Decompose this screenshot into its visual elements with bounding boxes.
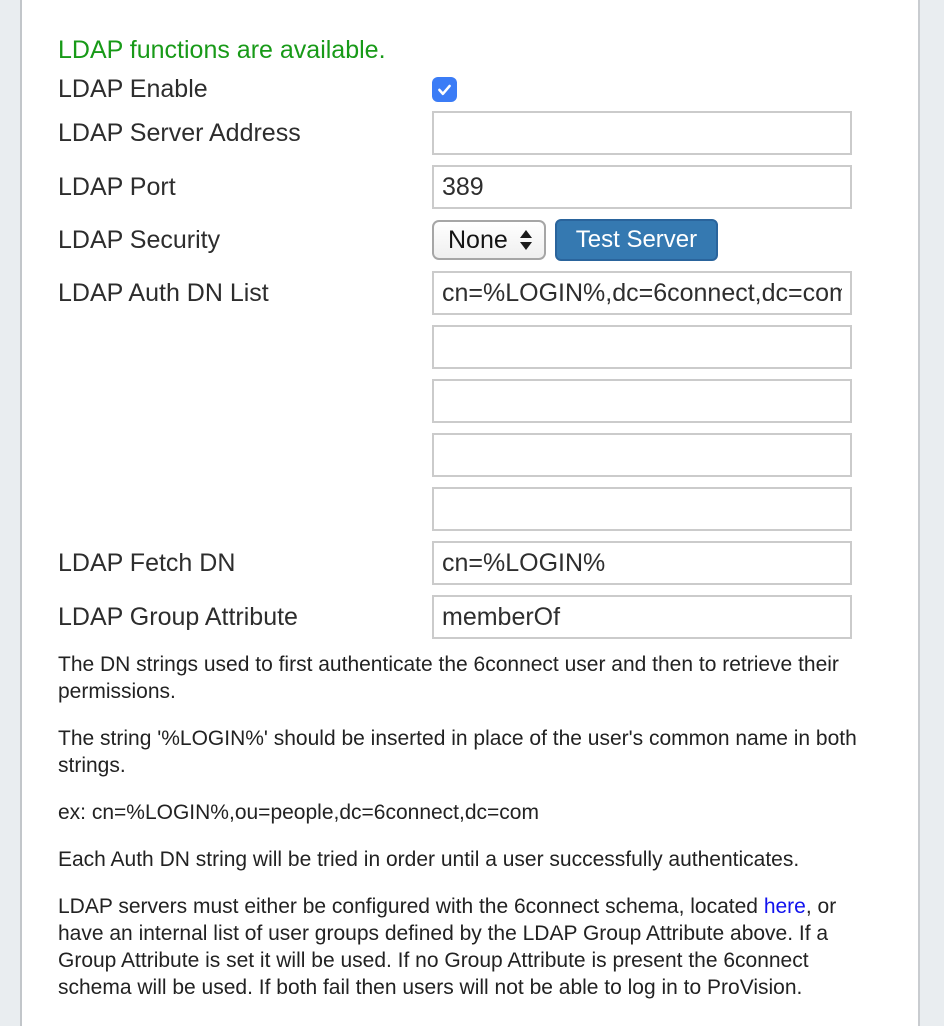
ldap-security-label: LDAP Security xyxy=(58,226,221,254)
ldap-auth-dn-list-row xyxy=(58,271,918,531)
test-server-button[interactable]: Test Server xyxy=(555,219,718,261)
help-paragraph-example: ex: cn=%LOGIN%,ou=people,dc=6connect,dc=com xyxy=(58,801,539,824)
help-paragraph-login-token: The string '%LOGIN%' should be inserted in place of the user's common name in both strings. xyxy=(58,727,857,777)
ldap-group-attribute-input[interactable] xyxy=(432,595,852,639)
ldap-enable-label: LDAP Enable xyxy=(58,75,208,103)
help-paragraph-auth-order: Each Auth DN string will be tried in order until a user successfully authenticates. xyxy=(58,848,800,871)
ldap-security-row xyxy=(58,219,918,261)
help-paragraph-schema xyxy=(58,893,858,1001)
ldap-port-row xyxy=(58,165,918,209)
schema-text-before-link: LDAP servers must either be configured with the 6connect schema, located xyxy=(58,895,764,918)
ldap-auth-dn-input-1[interactable] xyxy=(432,271,852,315)
ldap-auth-dn-input-2[interactable] xyxy=(432,325,852,369)
select-stepper-arrows-icon xyxy=(520,230,532,250)
ldap-enable-checkbox[interactable] xyxy=(432,77,457,102)
help-paragraph-dn-strings: The DN strings used to first authenticate the 6connect user and then to retrieve their permissions. xyxy=(58,653,839,703)
ldap-enable-row xyxy=(58,75,918,103)
ldap-status-message: LDAP functions are available. xyxy=(58,36,386,64)
ldap-group-attribute-label: LDAP Group Attribute xyxy=(58,603,298,631)
ldap-fetch-dn-label: LDAP Fetch DN xyxy=(58,549,236,577)
ldap-fetch-dn-row xyxy=(58,541,918,585)
ldap-server-address-row xyxy=(58,111,918,155)
ldap-security-select[interactable] xyxy=(432,220,546,260)
ldap-auth-dn-input-4[interactable] xyxy=(432,433,852,477)
ldap-port-label: LDAP Port xyxy=(58,173,176,201)
ldap-settings-panel xyxy=(20,0,920,1026)
schema-here-link[interactable]: here xyxy=(763,895,806,918)
ldap-port-input[interactable] xyxy=(432,165,852,209)
ldap-server-address-label: LDAP Server Address xyxy=(58,119,301,147)
ldap-auth-dn-list-label: LDAP Auth DN List xyxy=(58,279,269,307)
ldap-fetch-dn-input[interactable] xyxy=(432,541,852,585)
ldap-group-attribute-row xyxy=(58,595,918,639)
ldap-help-text xyxy=(58,651,858,1001)
ldap-auth-dn-inputs xyxy=(432,271,852,531)
schema-text-after-link: , or have an internal list of user groups defined by the LDAP Group Attribute above. If a Group Attribute is set it will be used. If no Group Attribute is present the 6connect schema will be used. If both fail then users will not be able to log in to ProVision. xyxy=(58,895,837,999)
ldap-auth-dn-input-5[interactable] xyxy=(432,487,852,531)
ldap-auth-dn-input-3[interactable] xyxy=(432,379,852,423)
ldap-server-address-input[interactable] xyxy=(432,111,852,155)
ldap-security-selected-value: None xyxy=(448,225,508,254)
checkmark-icon xyxy=(435,80,454,99)
